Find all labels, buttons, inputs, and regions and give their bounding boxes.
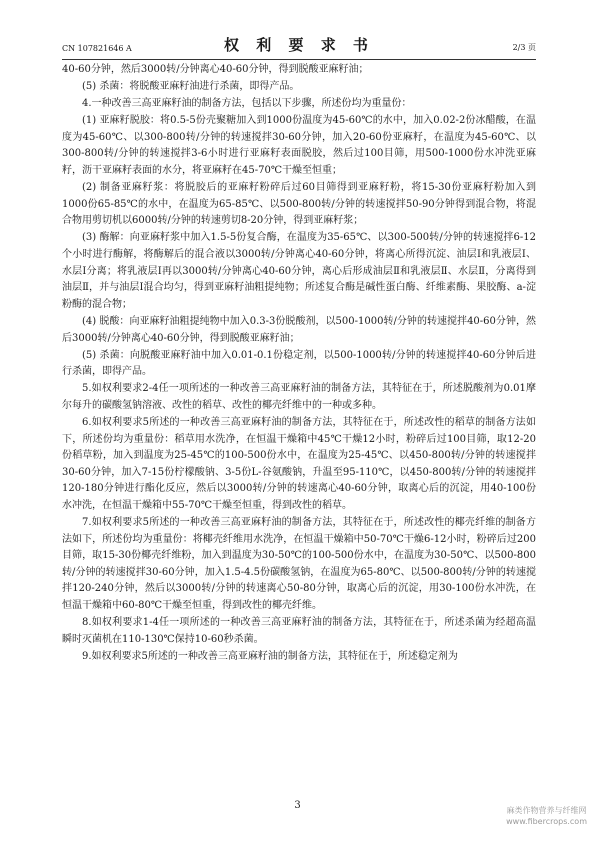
header-rule — [62, 59, 536, 60]
watermark-line: www.fibercrops.com — [506, 817, 587, 826]
watermark — [506, 805, 587, 827]
claim-paragraph: (3) 酶解：向亚麻籽浆中加入1.5-5份复合酶，在温度为35-65℃、以300-500转/分钟的转速搅拌6-12个小时进行酶解，将酶解后的混合液以3000转/分钟离心40-60分钟，将离心所得沉淀、油层Ⅰ和乳液层Ⅰ、水层Ⅰ分离；将乳液层Ⅰ再以3000转/分钟离心40-60分钟，离心后形成油层Ⅱ和乳液层Ⅱ、水层Ⅱ，分离得到油层Ⅱ，并与油层Ⅰ混合均匀，得到亚麻籽油粗提纯物；所述复合酶是碱性蛋白酶、纤维素酶、果胶酶、a-淀粉酶的混合物； — [62, 232, 536, 310]
watermark-line: 麻类作物营养与纤维网 — [506, 806, 587, 815]
claim-paragraph: (5) 杀菌：将脱酸亚麻籽油进行杀菌，即得产品。 — [82, 81, 300, 93]
claim-paragraph: 5.如权利要求2-4任一项所述的一种改善三高亚麻籽油的制备方法，其特征在于，所述脱酸剂为0.01摩尔每升的碳酸氢钠溶液、改性的稻草、改性的椰壳纤维中的一种或多种。 — [62, 383, 536, 411]
claim-paragraph: (5) 杀菌：向脱酸亚麻籽油中加入0.01-0.1份稳定剂，以500-1000转/分钟的转速搅拌40-60分钟后进行杀菌，即得产品。 — [62, 349, 536, 378]
claim-paragraph: 9.如权利要求5所述的一种改善三高亚麻籽油的制备方法，其特征在于，所述稳定剂为 — [82, 650, 458, 662]
page-header — [62, 34, 536, 58]
page-info: 2/3 页 — [512, 43, 536, 52]
claim-paragraph: 7.如权利要求5所述的一种改善三高亚麻籽油的制备方法，其特征在于，所述改性的椰壳纤维的制备方法如下，所述份均为重量份：将椰壳纤维用水洗净，在恒温干燥箱中50-70℃干燥6-12小时，粉碎后过200目筛，取15-30份椰壳纤维粉，加入到温度为30-50℃的100-500份水中，在温度为30-50℃、以500-800转/分钟的转速搅拌30-60分钟，加入1.5-4.5份碳酸氢钠，在温度为65-80℃、以500-800转/分钟的转速搅拌120-240分钟，然后以3000转/分钟的转速离心50-80分钟，取离心后的沉淀，用30-100份水冲洗，在恒温干燥箱中60-80℃干燥至恒重，得到改性的椰壳纤维。 — [62, 517, 536, 611]
claim-paragraph: 40-60分钟，然后3000转/分钟离心40-60分钟，得到脱酸亚麻籽油； — [62, 64, 369, 75]
claim-paragraph: (4) 脱酸：向亚麻籽油粗提纯物中加入0.3-3份脱酸剂，以500-1000转/分钟的转速搅拌40-60分钟，然后3000转/分钟离心40-60分钟，得到脱酸亚麻籽油； — [62, 315, 536, 344]
document-number: CN 107821646 A — [62, 44, 132, 53]
claim-paragraph: 6.如权利要求5所述的一种改善三高亚麻籽油的制备方法，其特征在于，所述改性的稻草的制备方法如下，所述份均为重量份：稻草用水洗净，在恒温干燥箱中45℃干燥12小时，粉碎后过100目筛，取12-20份稻草粉，加入到温度为25-45℃的100-500份水中，在温度为25-45℃、以450-800转/分钟的转速搅拌30-60分钟，加入7-15份柠檬酸钠、3-5份L-谷氨酸钠，升温至95-110℃，以450-800转/分钟的转速搅拌120-180分钟进行酯化反应，然后以3000转/分钟的转速离心40-60分钟，取离心后的沉淀，用40-100份水冲洗，在恒温干燥箱中55-70℃干燥至恒重，得到改性的稻草。 — [62, 416, 536, 511]
claim-paragraph: 4.一种改善三高亚麻籽油的制备方法，包括以下步骤，所述份均为重量份： — [82, 98, 412, 110]
claim-paragraph: (1) 亚麻籽脱胶：将0.5-5份壳聚糖加入到1000份温度为45-60℃的水中，加入0.02-2份冰醋酸，在温度为45-60℃、以300-800转/分钟的转速搅拌30-60分钟，加入20-60份亚麻籽，在温度为45-60℃、以300-800转/分钟的转速搅拌3-6小时进行亚麻籽表面脱胶，然后过100目筛，用500-1000份水冲洗亚麻籽，沥干亚麻籽表面的水分，将亚麻籽在45-70℃干燥至恒重； — [62, 115, 536, 177]
page-number: 3 — [294, 800, 301, 811]
document-title: 权 利 要 求 书 — [224, 36, 374, 54]
claim-paragraph: 8.如权利要求1-4任一项所述的一种改善三高亚麻籽油的制备方法，其特征在于，所述杀菌为经超高温瞬时灭菌机在110-130℃保持10-60秒杀菌。 — [62, 617, 536, 645]
claims-body — [62, 62, 536, 666]
claim-paragraph: (2) 制备亚麻籽浆：将脱胶后的亚麻籽粉碎后过60目筛得到亚麻籽粉，将15-30份亚麻籽粉加入到1000份65-85℃的水中，在温度为65-85℃、以500-800转/分钟的转速搅拌50-90分钟得到混合物，将混合物用剪切机以6000转/分钟的转速剪切8-20分钟，得到亚麻籽浆； — [62, 182, 536, 227]
